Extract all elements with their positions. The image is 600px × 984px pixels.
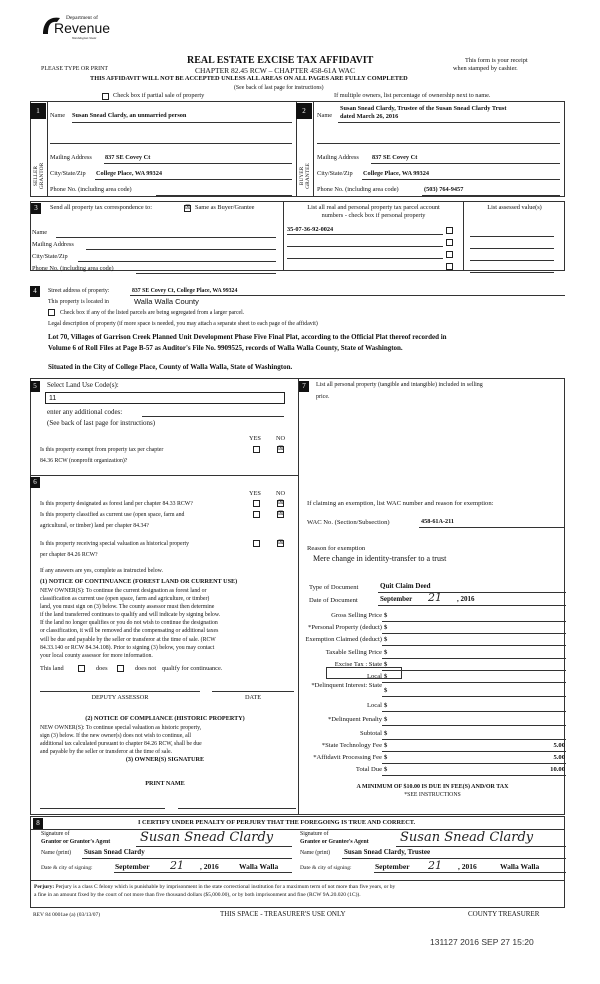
does-qualify-checkbox[interactable] <box>78 665 85 672</box>
seller-grantor-label: SELLER GRANTOR <box>33 162 45 190</box>
county-treasurer-label: COUNTY TREASURER <box>468 910 540 918</box>
form-title: REAL ESTATE EXCISE TAX AFFIDAVIT <box>187 55 374 66</box>
corr-city-label: City/State/Zip <box>32 253 68 260</box>
section-8-marker: 8 <box>33 818 43 829</box>
fee-label: Taxable Selling Price <box>325 649 382 656</box>
buyer-name-field[interactable]: Susan Snead Clardy, Trustee of the Susan Snead Clardy Trust <box>340 105 507 112</box>
fee-underline <box>382 763 566 764</box>
notice-line: NEW OWNER(S): To continue special valuation as historic property, <box>40 725 202 731</box>
additional-codes-label: enter any additional codes: <box>47 408 123 416</box>
historic-question: Is this property receiving special valuation as historical property <box>40 541 190 547</box>
grantor-name-print[interactable]: Susan Snead Clardy <box>84 848 145 856</box>
section-5-marker: 5 <box>30 381 40 392</box>
land-use-code-value: 11 <box>49 395 57 402</box>
this-land-label: This land <box>40 665 64 672</box>
minimum-due-note: A MINIMUM OF $10.00 IS DUE IN FEE(S) AND/OR TAX <box>356 784 509 790</box>
buyer-phone-field[interactable]: (503) 764-9457 <box>424 186 464 193</box>
fee-row <box>300 716 568 726</box>
legal-description-label: Legal description of property (if more space is needed, you may attach a separate sheet to each page of the affidavit) <box>48 321 318 327</box>
seller-city-field[interactable]: College Place, WA 99324 <box>96 170 162 177</box>
receipt-note-1: This form is your receipt <box>465 57 528 64</box>
buyer-name-label: Name <box>317 112 333 119</box>
qualify-label: qualify for continuance. <box>162 665 223 672</box>
fee-row <box>300 742 568 752</box>
partial-sale-label: Check box if partial sale of property <box>113 92 205 99</box>
fee-underline <box>382 751 566 752</box>
form-chapter: CHAPTER 82.45 RCW – CHAPTER 458-61A WAC <box>195 66 355 75</box>
no-header: NO <box>276 435 286 442</box>
currency-symbol: $ <box>384 702 388 709</box>
doc-date-label: Date of Document <box>309 597 358 604</box>
same-as-buyer-label: Same as Buyer/Grantee <box>195 204 255 211</box>
section-3-marker: 3 <box>31 203 41 214</box>
fee-underline <box>382 658 566 659</box>
see-instructions-note: *SEE INSTRUCTIONS <box>404 792 461 798</box>
assessed-value-field[interactable] <box>470 248 554 249</box>
buyer-mail-label: Mailing Address <box>317 154 359 161</box>
assessor-date-label: DATE <box>244 694 262 701</box>
notice-compliance-title: (2) NOTICE OF COMPLIANCE (HISTORIC PROPERTY) <box>85 715 245 722</box>
notice-compliance-text <box>40 724 202 756</box>
fee-label: *Delinquent Interest: State <box>311 682 382 689</box>
fee-label: Gross Selling Price <box>331 612 382 619</box>
assessed-header: List assessed value(s) <box>487 204 542 211</box>
currency-symbol: $ <box>384 636 388 643</box>
personal-property-checkbox[interactable] <box>446 239 453 246</box>
personal-property-label: List all personal property (tangible and intangible) included in selling <box>316 382 483 388</box>
buyer-grantee-label: BUYER GRANTEE <box>299 163 311 189</box>
segregated-checkbox[interactable] <box>48 309 55 316</box>
grantor-sign-year[interactable]: , 2016 <box>200 862 219 871</box>
fee-row <box>300 612 568 622</box>
perjury-text-1: Perjury is a class C felony which is punishable by imprisonment in the state correctional institution for a maximum term of not more than five years, or by <box>55 884 396 890</box>
currency-symbol: $ <box>384 687 388 694</box>
section-2-marker: 2 <box>296 103 312 119</box>
land-use-code-field[interactable] <box>45 392 285 404</box>
grantor-sign-month[interactable]: September <box>115 862 150 871</box>
fee-underline <box>382 621 566 622</box>
fee-underline <box>382 696 566 697</box>
currency-symbol: $ <box>384 754 388 761</box>
print-name-label: PRINT NAME <box>145 780 185 787</box>
seller-name-label: Name <box>50 112 66 119</box>
doc-type-label: Type of Document <box>309 584 359 591</box>
owner-signature-line[interactable] <box>40 808 165 809</box>
treasurer-use-label: THIS SPACE - TREASURER'S USE ONLY <box>220 910 346 918</box>
notice-line: sign (3) below. If the new owner(s) does not wish to continue, all <box>40 733 191 739</box>
fee-underline <box>382 645 566 646</box>
fee-label: Exemption Claimed (deduct) <box>305 636 382 643</box>
buyer-mail-field[interactable]: 837 SE Covey Ct <box>372 154 418 161</box>
grantor-sign-city[interactable]: Walla Walla <box>239 862 279 871</box>
local-rate-box[interactable] <box>326 667 402 679</box>
land-use-label: Select Land Use Code(s): <box>47 381 119 389</box>
completion-warning: THIS AFFIDAVIT WILL NOT BE ACCEPTED UNLESS ALL AREAS ON ALL PAGES ARE FULLY COMPLETED <box>90 75 408 82</box>
fee-label: *Personal Property (deduct) <box>308 624 382 631</box>
seller-city-label: City/State/Zip <box>50 170 86 177</box>
notice-line: your local county assessor for more information. <box>40 652 153 659</box>
fee-value-field[interactable]: 5.00 <box>553 754 565 761</box>
fee-row <box>300 636 568 646</box>
form-revision: REV 84 0001ae (a) (03/13/07) <box>33 912 101 918</box>
buyer-phone-label: Phone No. (including area code) <box>317 186 399 193</box>
buyer-name-field-line2[interactable]: dated March 26, 2016 <box>340 113 399 120</box>
owner-signature-title: (3) OWNER(S) SIGNATURE <box>125 756 205 763</box>
personal-property-label-2: price. <box>316 394 330 400</box>
fee-underline <box>382 711 566 712</box>
land-use-instructions: (See back of last page for instructions) <box>47 419 156 427</box>
seller-name-field[interactable]: Susan Snead Clardy, an unmarried person <box>72 112 187 119</box>
parcel-number-field[interactable]: 35-07-36-92-0024 <box>287 226 334 233</box>
currency-symbol: $ <box>384 624 388 631</box>
section-6-marker: 6 <box>30 477 40 488</box>
doc-type-field[interactable]: Quit Claim Deed <box>380 582 431 590</box>
wac-number-field[interactable]: 458-61A-211 <box>421 518 454 525</box>
exempt-question-2: 84.36 RCW (nonprofit organization)? <box>40 458 128 464</box>
currency-symbol: $ <box>384 716 388 723</box>
fee-value-field[interactable]: 10.00 <box>550 766 565 773</box>
grantee-name-print-label: Name (print) <box>300 850 331 856</box>
notice-line: classification as current use (open space, farm and agriculture, or timber) <box>40 596 210 603</box>
fee-underline <box>382 725 566 726</box>
perjury-notice <box>34 883 395 899</box>
currency-symbol: $ <box>384 742 388 749</box>
notice-line: land, you must sign on (3) below. The county assessor must then determine <box>40 604 215 611</box>
fee-label: Local <box>366 702 382 709</box>
seller-mail-label: Mailing Address <box>50 154 92 161</box>
if-any-yes-note: If any answers are yes, complete as instructed below. <box>40 568 163 574</box>
seller-phone-label: Phone No. (including area code) <box>50 186 132 193</box>
section-1-marker: 1 <box>30 103 46 119</box>
fee-underline <box>382 670 566 671</box>
currency-symbol: $ <box>384 730 388 737</box>
currency-symbol: $ <box>384 673 388 680</box>
see-back-note: (See back of last page for instructions) <box>234 85 324 91</box>
currency-symbol: $ <box>384 661 388 668</box>
logo-top-text: Department of <box>66 15 98 21</box>
grantee-date-city-label: Date & city of signing: <box>300 865 352 871</box>
forest-no-checkbox[interactable]: ☒ <box>278 500 284 506</box>
forest-land-question: Is this property designated as forest land per chapter 84.33 RCW? <box>40 501 193 507</box>
signature-of-label: Signature of <box>300 831 329 837</box>
same-as-buyer-checkbox[interactable]: ☒ <box>185 205 191 211</box>
fee-underline <box>382 633 566 634</box>
current-use-no-checkbox[interactable]: ☒ <box>278 511 284 517</box>
notice-line: additional tax calculated pursuant to chapter 84.26 RCW, shall be due <box>40 741 202 747</box>
section-4-marker: 4 <box>30 286 40 297</box>
street-address-label: Street address of property: <box>48 288 110 294</box>
grantee-agent-label: Grantee or Grantee's Agent <box>300 839 369 845</box>
grantor-date-city-label: Date & city of signing: <box>41 865 93 871</box>
fee-label: Subtotal <box>360 730 382 737</box>
partial-sale-checkbox[interactable] <box>102 93 109 100</box>
section-7-marker: 7 <box>299 381 309 392</box>
grantee-signature[interactable]: Susan Snead Clardy <box>400 830 534 845</box>
fee-label: *Affidavit Processing Fee <box>313 754 382 761</box>
historic-yes-checkbox[interactable] <box>253 540 260 547</box>
logo-sub-text: Washington State <box>72 36 97 40</box>
grantor-sign-day[interactable]: 21 <box>170 859 184 872</box>
exempt-yes-checkbox[interactable] <box>253 446 260 453</box>
currency-symbol: $ <box>384 766 388 773</box>
dor-logo <box>40 12 120 42</box>
county-field[interactable]: Walla Walla County <box>134 297 199 306</box>
deputy-assessor-label: DEPUTY ASSESSOR <box>91 694 149 701</box>
fee-row <box>300 754 568 764</box>
fee-row <box>300 702 568 712</box>
assessed-value-field[interactable] <box>470 236 554 237</box>
located-label: This property is located in <box>48 299 109 305</box>
grantee-name-print[interactable]: Susan Snead Clardy, Trustee <box>344 848 431 856</box>
doc-date-day[interactable]: 21 <box>428 591 442 604</box>
grantee-sign-month[interactable]: September <box>375 862 410 871</box>
segregated-label: Check box if any of the listed parcels are being segregated from a larger parcel. <box>60 310 245 316</box>
yes-header: YES <box>249 435 261 442</box>
does-not-qualify-checkbox[interactable] <box>117 665 124 672</box>
fee-row <box>300 682 568 697</box>
legal-description-line-2[interactable]: Volume 6 of Roll Files at Page B-57 as Auditor's File No. 9909525, records of Walla Walla County, State of Washington. <box>48 344 403 352</box>
currency-symbol: $ <box>384 612 388 619</box>
fee-label: *State Technology Fee <box>321 742 382 749</box>
current-use-yes-checkbox[interactable] <box>253 511 260 518</box>
deputy-assessor-signature-line[interactable] <box>40 691 200 692</box>
current-use-question-2: agricultural, or timber) land per chapter 84.34? <box>40 523 149 529</box>
notice-line: If the land no longer qualifies or you do not wish to continue the designation <box>40 620 218 627</box>
multiple-owners-note: If multiple owners, list percentage of ownership next to name. <box>334 92 491 99</box>
signature-of-label: Signature of <box>41 831 70 837</box>
logo-main-text: Revenue <box>54 20 111 36</box>
grantee-sign-year[interactable]: , 2016 <box>458 862 477 871</box>
parcel-header-2: numbers - check box if personal property <box>321 212 426 219</box>
fee-row <box>300 649 568 659</box>
corr-mail-label: Mailing Address <box>32 241 74 248</box>
certify-statement: I CERTIFY UNDER PENALTY OF PERJURY THAT THE FOREGOING IS TRUE AND CORRECT. <box>138 819 416 826</box>
fee-label: Total Due <box>355 766 382 773</box>
notice-line: if the land transferred continues to qualify and will indicate by signing below. <box>40 612 221 619</box>
situated-text[interactable]: Situated in the City of College Place, County of Walla Walla, State of Washington. <box>48 363 293 371</box>
exempt-no-checkbox[interactable]: ☒ <box>278 446 284 452</box>
notice-continuance-title: (1) NOTICE OF CONTINUANCE (FOREST LAND OR CURRENT USE) <box>40 578 238 585</box>
grantor-name-print-label: Name (print) <box>41 850 72 856</box>
correspondence-label: Send all property tax correspondence to: <box>50 204 152 211</box>
grantor-agent-label: Grantor or Grantor's Agent <box>41 839 111 845</box>
grantee-sign-city[interactable]: Walla Walla <box>500 862 540 871</box>
exemption-claim-label: If claiming an exemption, list WAC number and reason for exemption: <box>307 500 494 507</box>
no-header: NO <box>276 490 286 497</box>
grantor-signature[interactable]: Susan Snead Clardy <box>140 830 274 845</box>
assessed-value-field[interactable] <box>470 260 554 261</box>
notice-line: NEW OWNER(S): To continue the current designation as forest land or <box>40 588 207 594</box>
fee-value-field[interactable]: 5.00 <box>553 742 565 749</box>
buyer-city-field[interactable]: College Place, WA 99324 <box>363 170 429 177</box>
please-type-print: PLEASE TYPE OR PRINT <box>41 66 109 72</box>
fee-label: Local <box>366 673 382 680</box>
wac-label: WAC No. (Section/Subsection) <box>307 519 390 526</box>
notice-line: and payable by the seller or transferor at the time of sale. <box>40 749 172 755</box>
fee-underline <box>382 682 566 683</box>
corr-name-field[interactable] <box>56 237 276 238</box>
additional-codes-field[interactable] <box>142 416 284 417</box>
corr-phone-field[interactable] <box>136 273 276 274</box>
doc-date-year[interactable]: , 2016 <box>457 595 475 603</box>
receipt-note-2: when stamped by cashier. <box>453 65 518 72</box>
fee-row <box>300 624 568 634</box>
forest-yes-checkbox[interactable] <box>253 500 260 507</box>
doc-date-month[interactable]: September <box>380 595 413 603</box>
grantee-sign-day[interactable]: 21 <box>428 859 442 872</box>
parcel-header-1: List all real and personal property tax parcel account <box>307 204 440 211</box>
assessor-date-line[interactable] <box>212 691 294 692</box>
fee-label: Excise Tax : State <box>334 661 382 668</box>
fee-underline <box>382 775 566 776</box>
assessed-value-field[interactable] <box>470 272 554 273</box>
fee-row <box>300 730 568 740</box>
buyer-city-label: City/State/Zip <box>317 170 353 177</box>
fee-row <box>300 766 568 776</box>
historic-no-checkbox[interactable]: ☒ <box>278 540 284 546</box>
seller-mail-field[interactable]: 837 SE Covey Ct <box>105 154 151 161</box>
does-not-label: does not <box>135 665 157 672</box>
notice-line: 84.33.140 or RCW 84.34.108). Prior to signing (3) below, you may contact <box>40 644 215 651</box>
fee-underline <box>382 739 566 740</box>
personal-property-checkbox[interactable] <box>446 263 453 270</box>
yes-header: YES <box>249 490 261 497</box>
exemption-reason-field[interactable]: Mere change in identity-transfer to a trust <box>313 554 447 563</box>
personal-property-checkbox[interactable] <box>446 227 453 234</box>
exempt-question: Is this property exempt from property tax per chapter <box>40 447 164 453</box>
corr-phone-label: Phone No. (including area code) <box>32 265 114 272</box>
historic-question-2: per chapter 84.26 RCW? <box>40 552 98 558</box>
treasurer-stamp: 131127 2016 SEP 27 15:20 <box>430 937 534 947</box>
notice-continuance-text <box>40 587 220 660</box>
reason-label: Reason for exemption <box>307 545 366 552</box>
corr-mail-field[interactable] <box>86 249 276 250</box>
notice-line: or classification, it will be removed and the compensating or additional taxes <box>40 628 219 635</box>
notice-line: will be due and payable by the seller or transferor at the time of sale. (RCW <box>40 636 216 643</box>
corr-city-field[interactable] <box>78 261 276 262</box>
perjury-label: Perjury: <box>34 884 55 890</box>
current-use-question: Is this property classified as current use (open space, farm and <box>40 512 185 518</box>
legal-description-line-1[interactable]: Lot 70, Villages of Garrison Creek Planned Unit Development Phase Five Final Plat, according to the Official Plat thereof recorded in <box>48 333 447 341</box>
personal-property-checkbox[interactable] <box>446 251 453 258</box>
print-name-line[interactable] <box>178 808 296 809</box>
currency-symbol: $ <box>384 649 388 656</box>
perjury-text-2: a fine in an amount fixed by the court of not more than five thousand dollars ($5,000.00), or by both imprisonment and fine (RCW 9A.20.020 (1C)). <box>34 892 361 898</box>
street-address-field[interactable]: 837 SE Covey Ct, College Place, WA 99324 <box>132 288 238 294</box>
fee-label: *Delinquent Penalty <box>327 716 382 723</box>
corr-name-label: Name <box>32 229 48 236</box>
does-label: does <box>96 665 108 672</box>
